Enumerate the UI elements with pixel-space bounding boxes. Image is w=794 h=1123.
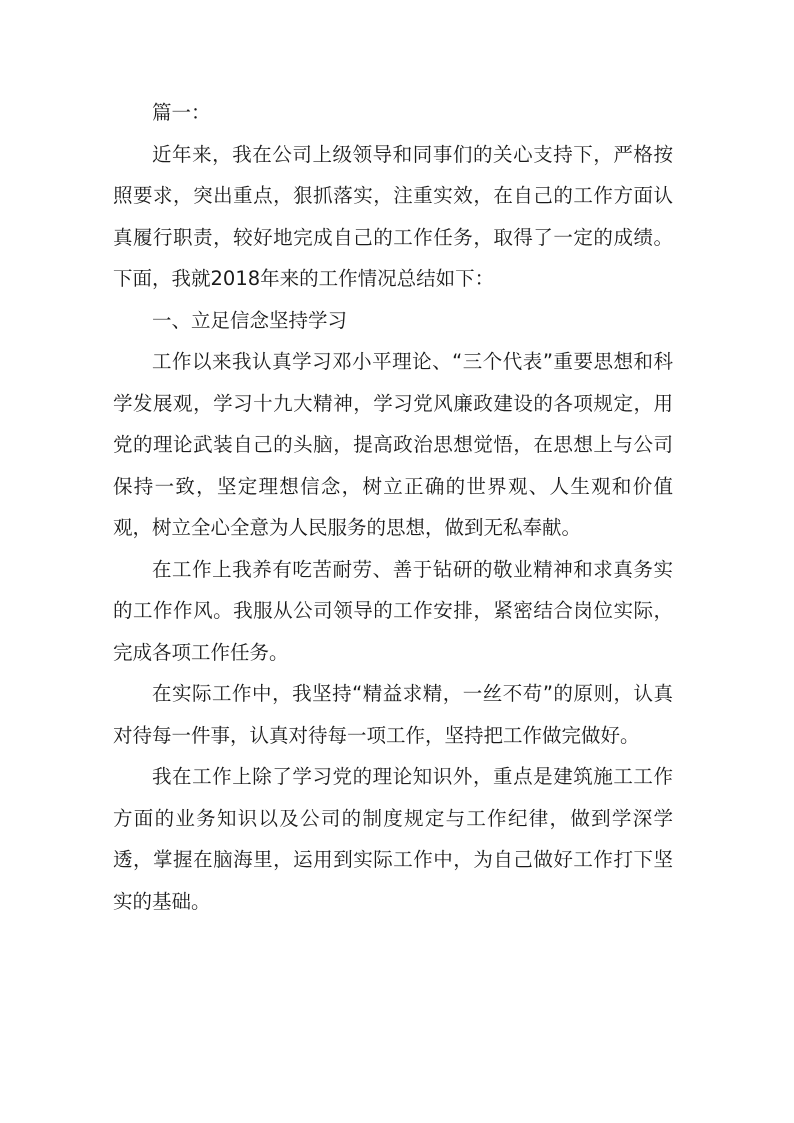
study-paragraph: 工作以来我认真学习邓小平理论、“三个代表”重要思想和科学发展观，学习十九大精神，学习党风廉政建设的各项规定，用党的理论武装自己的头脑，提高政治思想觉悟，在思想上与公司保持一致，坚定理想信念，树立正确的世界观、人生观和价值观，树立全心全意为人民服务的思想，做到无私奉献。: [113, 350, 673, 539]
intro-paragraph: 近年来，我在公司上级领导和同事们的关心支持下，严格按照要求，突出重点，狠抓落实，注重实效，在自己的工作方面认真履行职责，较好地完成自己的工作任务，取得了一定的成绩。下面，我就2018年来的工作情况总结如下：: [113, 142, 673, 290]
section-heading-part-one: 篇一：: [152, 101, 211, 124]
work-style-paragraph: 在工作上我养有吃苦耐劳、善于钻研的敬业精神和求真务实的工作作风。我服从公司领导的工作安排，紧密结合岗位实际，完成各项工作任务。: [113, 557, 673, 664]
knowledge-paragraph: 我在工作上除了学习党的理论知识外，重点是建筑施工工作方面的业务知识以及公司的制度规定与工作纪律，做到学深学透，掌握在脑海里，运用到实际工作中，为自己做好工作打下坚实的基础。: [113, 765, 673, 913]
principle-paragraph: 在实际工作中，我坚持“精益求精，一丝不苟”的原则，认真对待每一件事，认真对待每一项工作，坚持把工作做完做好。: [113, 682, 673, 747]
section-heading-study: 一、立足信念坚持学习: [152, 308, 348, 332]
document-body: [113, 92, 673, 922]
